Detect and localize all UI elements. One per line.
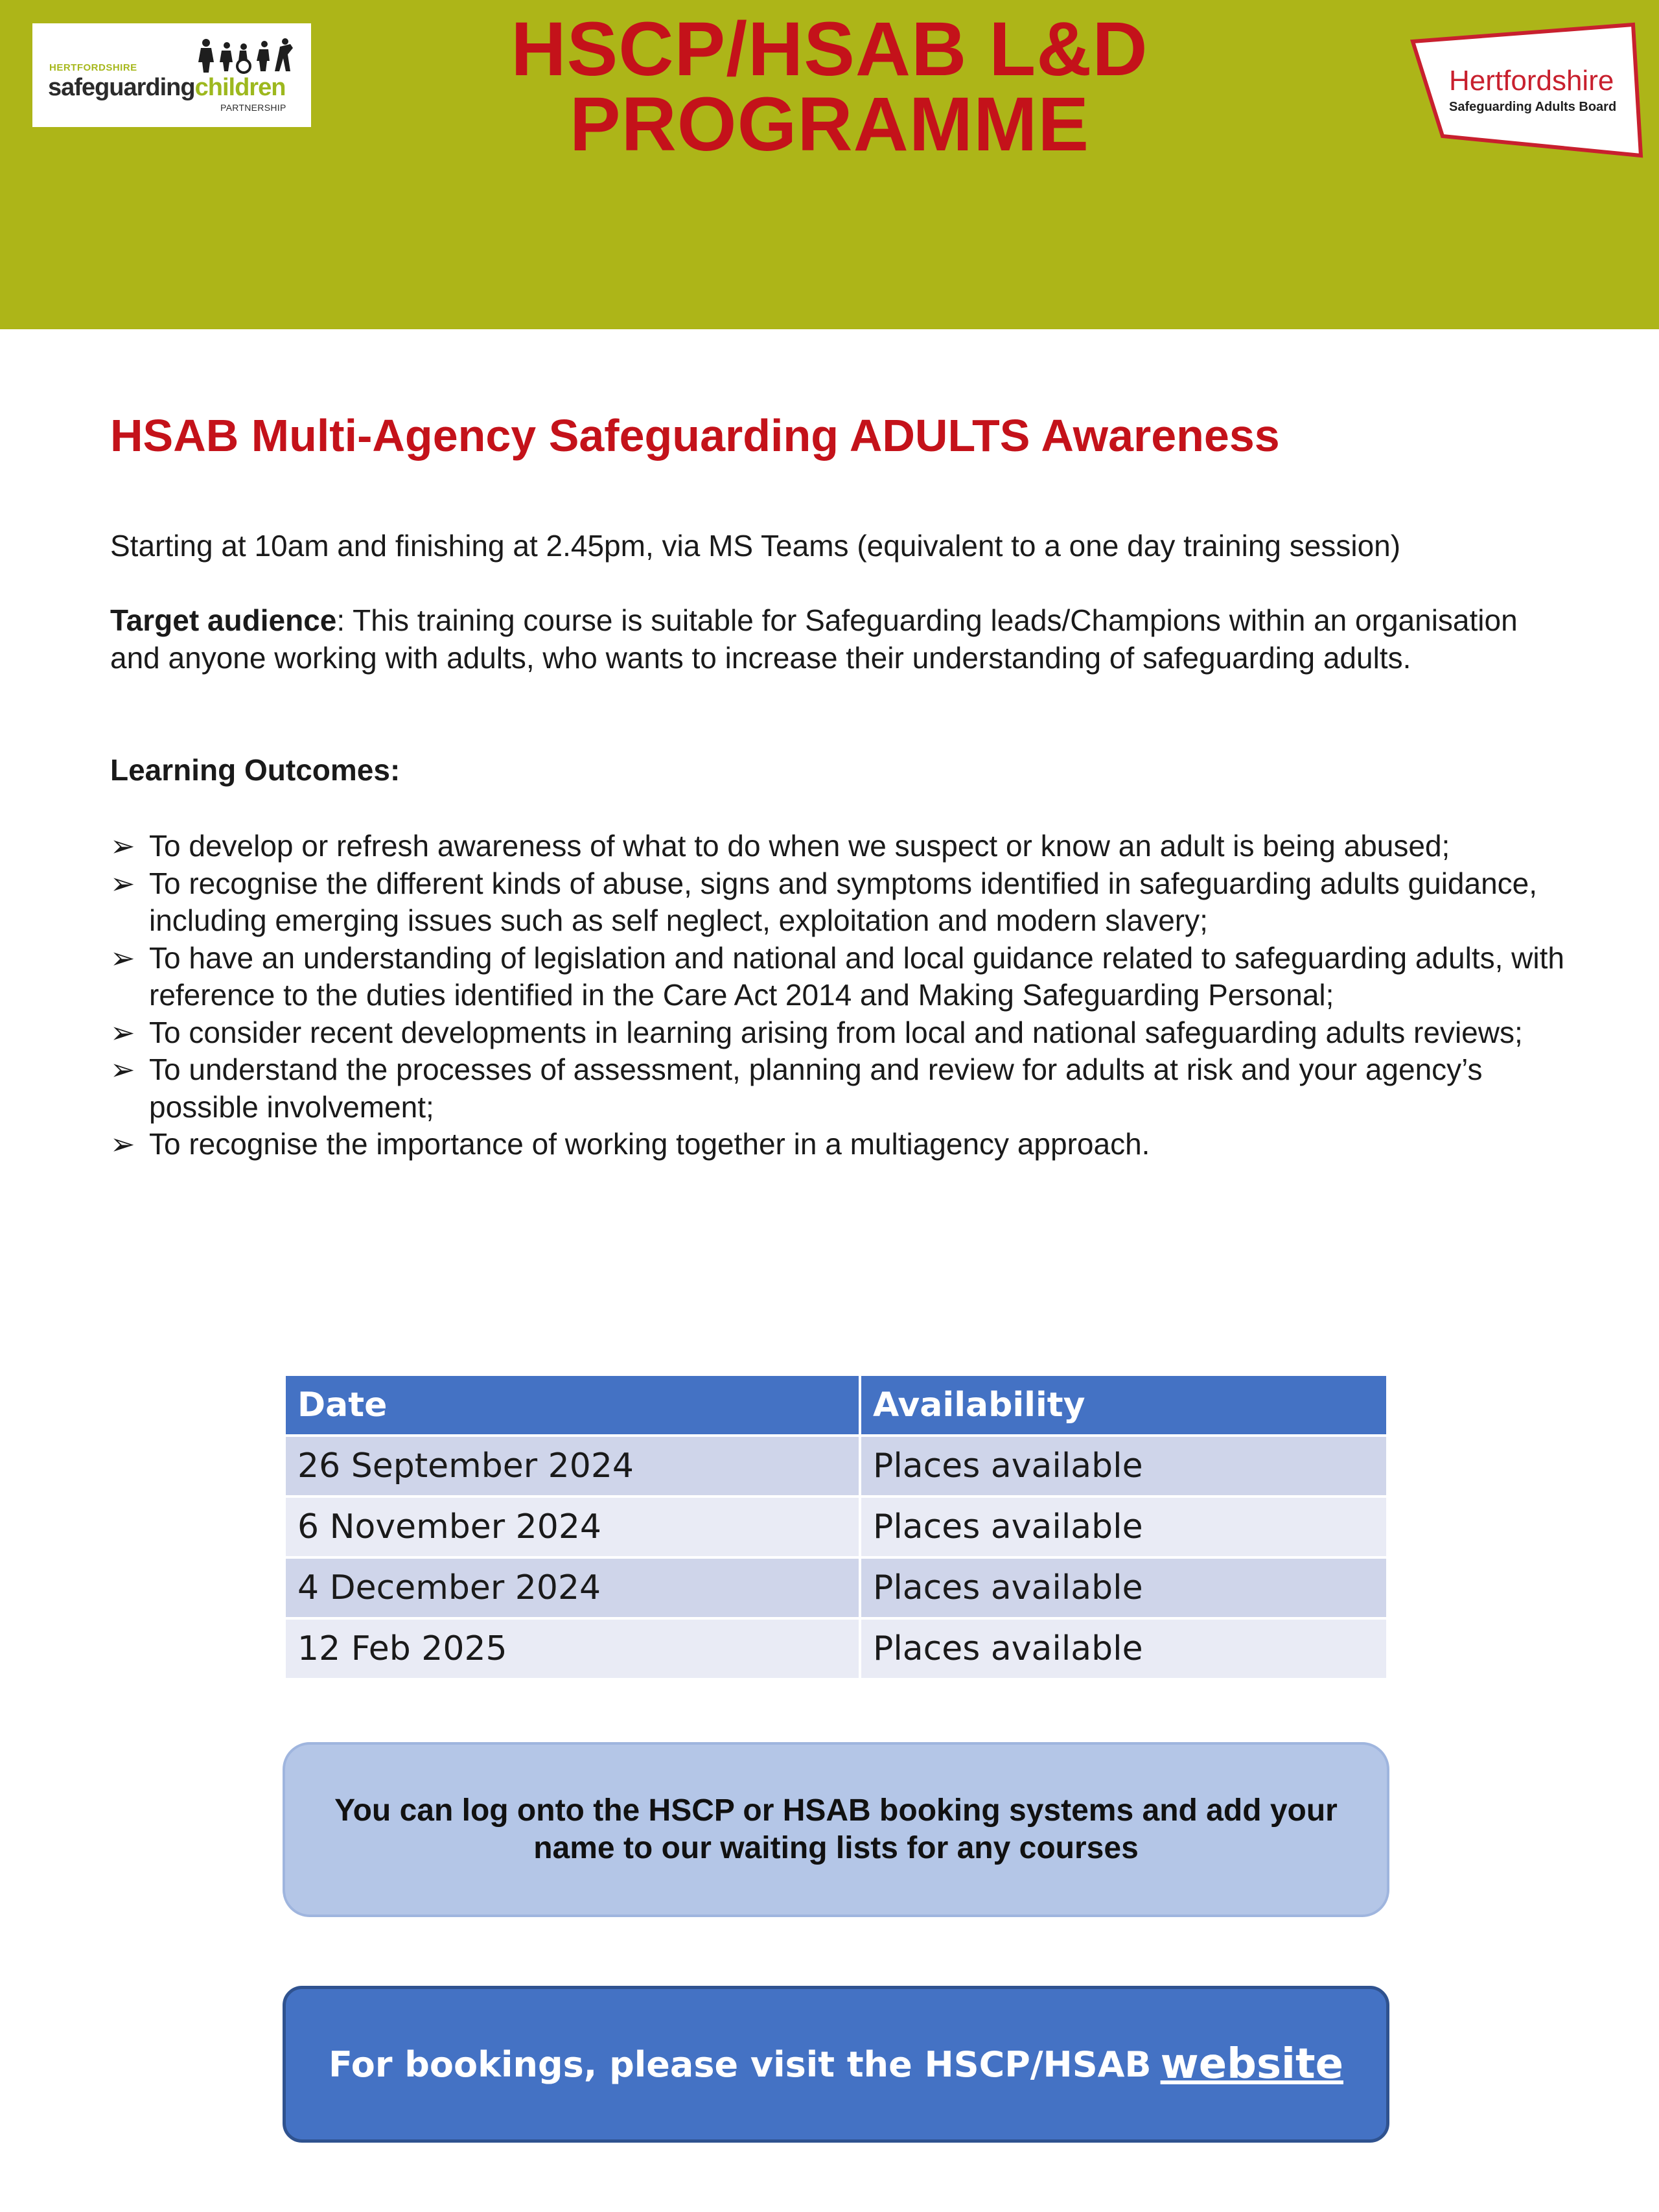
arrow-bullet-icon: ➢ <box>110 1015 135 1049</box>
date-cell: 4 December 2024 <box>284 1557 860 1618</box>
learning-outcome-item <box>110 865 1575 940</box>
booking-website-link[interactable]: website <box>1160 2040 1343 2088</box>
column-header-availability: Availability <box>860 1375 1387 1436</box>
logo-wordmark <box>48 74 285 102</box>
hsab-logo-name: Hertfordshire <box>1449 65 1614 97</box>
arrow-bullet-icon: ➢ <box>110 1127 135 1161</box>
hsab-logo-sub: Safeguarding Adults Board <box>1449 100 1617 114</box>
table-row <box>284 1618 1387 1679</box>
learning-outcome-item <box>110 1051 1575 1126</box>
availability-cell: Places available <box>860 1618 1387 1679</box>
learning-outcome-text: To consider recent developments in learning arising from local and national safeguarding adults reviews; <box>149 1015 1523 1049</box>
programme-title-line2: PROGRAMME <box>569 82 1090 167</box>
hsab-logo <box>1410 22 1643 163</box>
learning-outcome-item <box>110 828 1575 865</box>
programme-title <box>415 6 1244 167</box>
date-cell: 6 November 2024 <box>284 1496 860 1557</box>
learning-outcomes-list <box>110 828 1575 1163</box>
programme-title-line1: HSCP/HSAB L&D <box>511 6 1148 92</box>
availability-cell: Places available <box>860 1436 1387 1496</box>
booking-box <box>283 1986 1389 2143</box>
availability-cell: Places available <box>860 1496 1387 1557</box>
booking-lead-text: For bookings, please visit the HSCP/HSAB <box>329 2043 1152 2085</box>
course-title: HSAB Multi-Agency Safeguarding ADULTS Awareness <box>110 410 1280 461</box>
availability-cell: Places available <box>860 1557 1387 1618</box>
arrow-bullet-icon: ➢ <box>110 866 135 900</box>
arrow-bullet-icon: ➢ <box>110 829 135 863</box>
target-audience-text: : This training course is suitable for Safeguarding leads/Champions within an organisation and anyone working with adults, who wants to increase their understanding of safeguarding adults. <box>110 603 1518 675</box>
learning-outcome-text: To have an understanding of legislation and national and local guidance related to safeguarding adults, with reference to the duties identified in the Care Act 2014 and Making Safeguarding Personal; <box>149 940 1564 1012</box>
learning-outcome-item <box>110 1126 1575 1163</box>
target-audience-label: Target audience <box>110 603 337 637</box>
table-header-row <box>284 1375 1387 1436</box>
date-cell: 12 Feb 2025 <box>284 1618 860 1679</box>
course-timing: Starting at 10am and finishing at 2.45pm, via MS Teams (equivalent to a one day training session) <box>110 529 1401 563</box>
date-cell: 26 September 2024 <box>284 1436 860 1496</box>
learning-outcome-item <box>110 940 1575 1014</box>
learning-outcome-text: To recognise the importance of working together in a multiagency approach. <box>149 1127 1150 1161</box>
arrow-bullet-icon: ➢ <box>110 1053 135 1086</box>
learning-outcome-text: To recognise the different kinds of abuse, signs and symptoms identified in safeguarding adults guidance, including emerging issues such as self neglect, exploitation and modern slavery; <box>149 866 1538 937</box>
learning-outcomes-heading-text: Learning Outcomes: <box>110 753 400 787</box>
children-figures-icon <box>197 38 301 74</box>
header-band <box>0 0 1659 329</box>
target-audience <box>110 601 1568 677</box>
learning-outcome-text: To understand the processes of assessment, planning and review for adults at risk and your agency’s possible involvement; <box>149 1053 1483 1124</box>
arrow-bullet-icon: ➢ <box>110 940 135 975</box>
hscp-logo <box>32 23 311 127</box>
schedule-table <box>283 1373 1389 1681</box>
learning-outcome-text: To develop or refresh awareness of what to do when we suspect or know an adult is being abused; <box>149 829 1450 863</box>
learning-outcome-item <box>110 1014 1575 1052</box>
logo-county-label: HERTFORDSHIRE <box>49 62 137 73</box>
logo-wordmark-part2: children <box>194 74 286 101</box>
logo-partnership-label: PARTNERSHIP <box>220 102 286 113</box>
waiting-list-note-box <box>283 1742 1389 1917</box>
waiting-list-note-text: You can log onto the HSCP or HSAB booking systems and add your name to our waiting lists for any courses <box>334 1793 1338 1865</box>
logo-wordmark-part1: safeguarding <box>48 74 195 101</box>
column-header-date: Date <box>284 1375 860 1436</box>
learning-outcomes-heading <box>110 751 1568 789</box>
table-row <box>284 1496 1387 1557</box>
table-row <box>284 1436 1387 1496</box>
table-row <box>284 1557 1387 1618</box>
